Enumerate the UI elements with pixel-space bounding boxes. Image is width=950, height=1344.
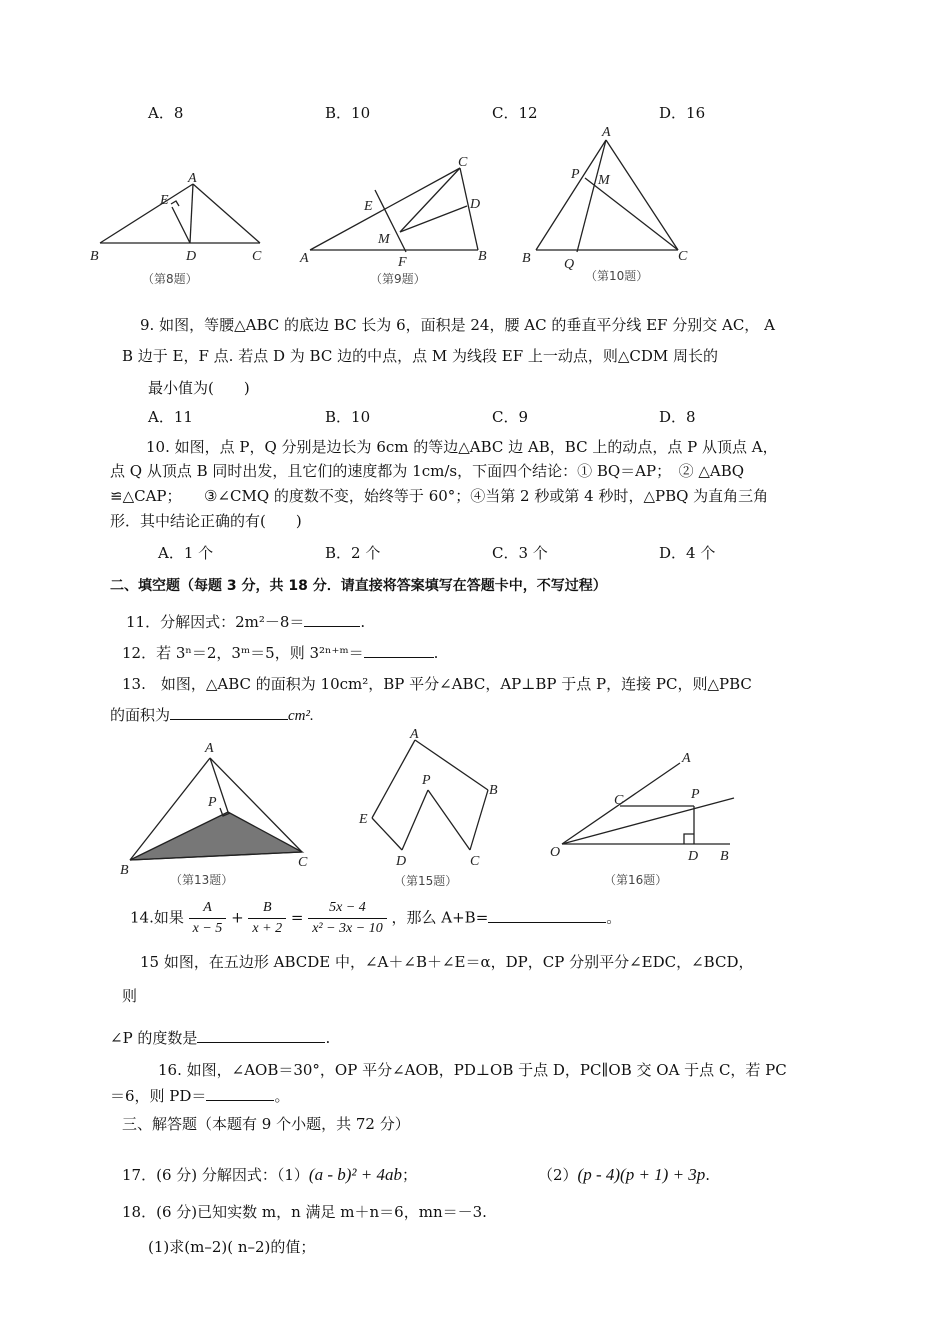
fig13-label-p: P <box>208 795 217 810</box>
fig15-label-p: P <box>422 773 431 788</box>
q10-option-d: D．4 个 <box>659 544 716 562</box>
q14-fraction-2: $\frac{B}{x + 2}$ <box>248 898 286 939</box>
fig16-label-c: C <box>614 793 624 808</box>
q16-end: 。 <box>274 1087 290 1105</box>
fig8-caption: （第8题） <box>142 272 198 286</box>
figure-15 <box>358 728 498 888</box>
fig9-label-c: C <box>458 155 468 170</box>
q8-option-a: A．8 <box>148 104 184 122</box>
fig9-caption: （第9题） <box>370 272 426 286</box>
section-2-heading: 二、填空题（每题 3 分，共 18 分．请直接将答案填写在答题卡中，不写过程） <box>110 578 607 594</box>
q16-answer-blank[interactable] <box>206 1086 274 1101</box>
fig16-label-p: P <box>691 787 700 802</box>
fig9-label-a: A <box>300 251 309 266</box>
fig10-label-b: B <box>522 251 531 266</box>
figure-8 <box>90 171 262 286</box>
q18-line-2: (1)求(m–2)( n–2)的值； <box>148 1238 316 1256</box>
fig15-label-a: A <box>410 728 419 742</box>
fig8-label-b: B <box>90 249 99 264</box>
fig8-label-c: C <box>252 249 262 264</box>
fig16-label-d: D <box>688 849 699 864</box>
q15-line-3 <box>110 1028 830 1048</box>
fig10-label-m: M <box>598 173 610 188</box>
q16-line-2 <box>110 1086 830 1106</box>
q9-line-2: B 边于 E，F 点. 若点 D 为 BC 边的中点，点 M 为线段 EF 上一动点，则△CDM 周长的 <box>122 347 719 365</box>
q14: 14.如果 $\frac{A}{x - 5}$ + $\frac{B}{x + 2}$ = $\frac{5x - 4}{\text{x² − 3x − 10}}$ ，那么 A+B= 。 <box>130 898 621 939</box>
figure-16 <box>550 751 734 887</box>
fig10-label-c: C <box>678 249 688 264</box>
q12-end: . <box>433 644 439 662</box>
q11-end: . <box>360 613 366 631</box>
fig16-label-o: O <box>550 845 561 860</box>
q15-answer-blank[interactable] <box>197 1028 325 1043</box>
top-figures <box>80 120 720 295</box>
q10-line-2: 点 Q 从顶点 B 同时出发，且它们的速度都为 1cm/s，下面四个结论：① BQ＝AP； ② △ABQ <box>110 462 745 480</box>
q13-line-1: 13. 如图，△ABC 的面积为 10cm²，BP 平分∠ABC，AP⊥BP 于点 P，连接 PC，则△PBC <box>122 675 752 693</box>
q10-option-b: B．2 个 <box>325 544 381 562</box>
q8-option-d: D．16 <box>659 104 706 122</box>
q17-sep: ； <box>401 1166 417 1184</box>
fig15-label-b: B <box>489 783 498 798</box>
q14-end: 。 <box>606 908 622 927</box>
q14-answer-blank[interactable] <box>488 908 606 923</box>
q15-text: ∠P 的度数是 <box>110 1029 198 1047</box>
fig10-caption: （第10题） <box>585 269 649 283</box>
middle-figures <box>110 728 750 893</box>
q15-line-2: 则 <box>122 987 138 1005</box>
fig9-label-b: B <box>478 249 487 264</box>
figure-9 <box>299 155 487 286</box>
fig16-caption: （第16题） <box>604 873 668 887</box>
q16-text: ＝6，则 PD＝ <box>110 1087 207 1105</box>
q12 <box>122 643 842 663</box>
q17-text: 17．(6 分) 分解因式：（1） <box>122 1166 309 1184</box>
fig10-label-a: A <box>602 125 611 140</box>
fig9-label-f: F <box>398 255 407 270</box>
q9-option-c: C．9 <box>492 408 529 426</box>
fig9-label-e: E <box>364 199 373 214</box>
fig16-label-a: A <box>682 751 691 766</box>
q17-end: . <box>705 1166 711 1184</box>
q15-end: . <box>325 1029 331 1047</box>
q10-line-4: 形．其中结论正确的有( ) <box>110 512 302 530</box>
fig15-label-d: D <box>396 854 407 869</box>
q17-expression-2: (p - 4)(p + 1) + 3p <box>577 1165 706 1184</box>
fig10-label-p: P <box>571 167 580 182</box>
q14-fraction-1: $\frac{A}{x - 5}$ <box>189 898 227 939</box>
fig13-label-b: B <box>120 863 129 878</box>
q13-line-2 <box>110 705 830 726</box>
q10-option-a: A．1 个 <box>158 544 214 562</box>
q13-unit: cm². <box>288 708 314 724</box>
fig9-label-d: D <box>470 197 481 212</box>
q9-line-1: 9. 如图，等腰△ABC 的底边 BC 长为 6，面积是 24，腰 AC 的垂直平分线 EF 分别交 AC， A <box>140 316 775 334</box>
q11 <box>126 612 846 632</box>
q8-option-c: C．12 <box>492 104 538 122</box>
q13-text: 的面积为 <box>110 706 171 724</box>
fig13-label-a: A <box>205 741 214 756</box>
q12-text: 12．若 3ⁿ＝2，3ᵐ＝5，则 3²ⁿ⁺ᵐ＝ <box>122 644 364 662</box>
q17-expression-1: (a - b)² + 4ab <box>308 1165 402 1184</box>
q17-part2-label: （2） <box>538 1166 578 1184</box>
q13-answer-blank[interactable] <box>170 705 288 720</box>
fig15-label-e: E <box>359 812 368 827</box>
q10-option-c: C．3 个 <box>492 544 548 562</box>
q14-fraction-3: $\frac{5x - 4}{\text{x² − 3x − 10}}$ <box>308 898 387 939</box>
q10-line-3: ≌△CAP； ③∠CMQ 的度数不变，始终等于 60°；④当第 2 秒或第 4 秒时，△PBQ 为直角三角 <box>110 487 769 505</box>
q18-line-1: 18．(6 分)已知实数 m，n 满足 m＋n＝6，mn＝－3. <box>122 1203 487 1221</box>
fig8-label-a: A <box>188 171 197 186</box>
figure-10 <box>522 125 688 283</box>
q8-option-b: B．10 <box>325 104 371 122</box>
fig9-label-m: M <box>378 232 390 247</box>
q16-line-1: 16. 如图，∠AOB＝30°，OP 平分∠AOB，PD⊥OB 于点 D，PC∥OB 交 OA 于点 C，若 PC <box>158 1061 787 1079</box>
q17-part-2 <box>538 1165 710 1185</box>
fig15-caption: （第15题） <box>394 874 458 888</box>
q14-prefix: 14.如果 <box>130 908 184 927</box>
q11-answer-blank[interactable] <box>304 612 360 627</box>
fig13-label-c: C <box>298 855 308 870</box>
fig15-label-c: C <box>470 854 480 869</box>
fig10-label-q: Q <box>564 257 575 272</box>
figure-13 <box>120 741 308 887</box>
q12-answer-blank[interactable] <box>364 643 434 658</box>
q9-option-d: D．8 <box>659 408 696 426</box>
fig8-label-d: D <box>186 249 197 264</box>
q15-line-1: 15 如图，在五边形 ABCDE 中，∠A＋∠B＋∠E＝α，DP，CP 分别平分∠EDC，∠BCD， <box>140 953 754 971</box>
fig16-label-b: B <box>720 849 729 864</box>
q14-mid: ，那么 A+B= <box>391 908 489 927</box>
q11-text: 11．分解因式：2m²－8＝ <box>126 613 305 631</box>
q9-line-3: 最小值为( ) <box>148 379 250 397</box>
q17 <box>122 1165 417 1185</box>
q9-option-b: B．10 <box>325 408 371 426</box>
section-3-heading: 三、解答题（本题有 9 个小题，共 72 分） <box>122 1115 410 1133</box>
q10-line-1: 10. 如图，点 P，Q 分别是边长为 6cm 的等边△ABC 边 AB，BC 上的动点，点 P 从顶点 A， <box>146 438 778 456</box>
fig8-label-e: E <box>160 193 169 208</box>
q9-option-a: A．11 <box>148 408 193 426</box>
fig13-caption: （第13题） <box>170 873 234 887</box>
